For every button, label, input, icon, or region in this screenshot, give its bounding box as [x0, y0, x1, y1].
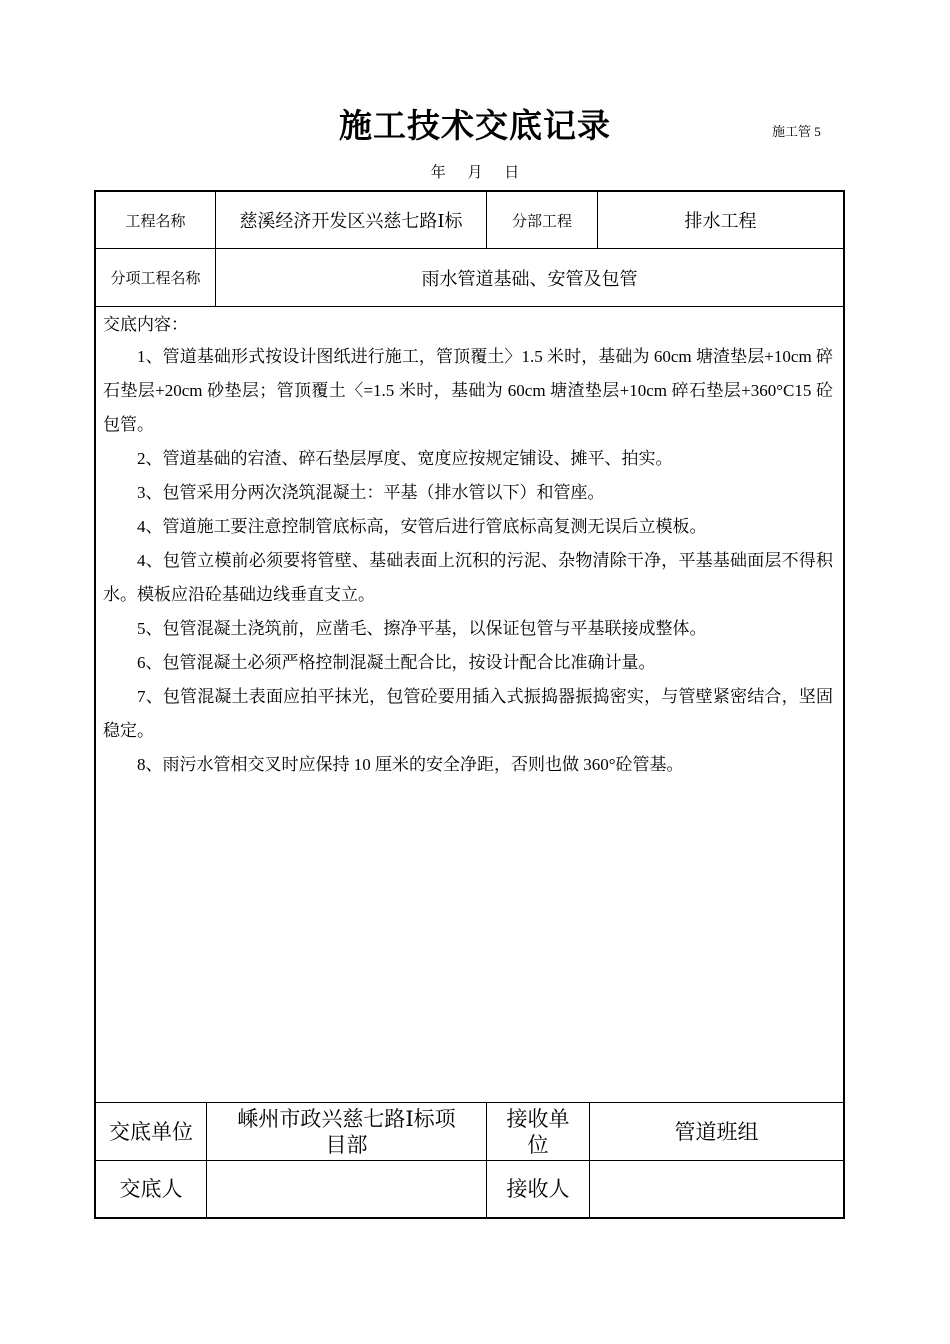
content-paragraph: 8、雨污水管相交叉时应保持 10 厘米的安全净距，否则也做 360°砼管基。: [137, 755, 684, 774]
content-heading: 交底内容：: [103, 315, 188, 334]
issuer-unit-label: 交底单位: [109, 1119, 193, 1144]
form-code: 施工管 5: [772, 124, 821, 139]
content-paragraph: 7、包管混凝土表面应拍平抹光，包管砼要用插入式振捣器振捣密实，与管壁紧密结合，坚固稳定。: [103, 687, 833, 740]
content-paragraph: 1、管道基础形式按设计图纸进行施工，管顶覆土〉1.5 米时，基础为 60cm 塘渣垫层+10cm 碎石垫层+20cm 砂垫层；管顶覆土〈=1.5 米时，基础为 60cm 塘渣垫层+10cm 碎石垫层+360°C15 砼包管。: [103, 347, 833, 434]
date-day: 日: [504, 165, 520, 181]
subitem-value: 雨水管道基础、安管及包管: [421, 268, 638, 289]
project-name-value: 慈溪经济开发区兴慈七路Ⅰ标: [239, 211, 463, 231]
receiver-label: 接收人: [506, 1177, 570, 1201]
date-year: 年: [430, 165, 446, 181]
receiver-signature-field[interactable]: [590, 1161, 843, 1217]
issuer-signature-field[interactable]: [207, 1161, 486, 1217]
content-paragraph: 2、管道基础的宕渣、碎石垫层厚度、宽度应按规定铺设、摊平、拍实。: [137, 449, 673, 468]
receiver-unit-label: 接收单位: [506, 1106, 570, 1157]
subitem-label: 分项工程名称: [110, 271, 201, 287]
content-paragraph: 4、包管立模前必须要将管壁、基础表面上沉积的污泥、杂物清除干净，平基基础面层不得积水。模板应沿砼基础边线垂直支立。: [103, 551, 833, 604]
date-month: 月: [467, 165, 483, 181]
receiver-unit-value: 管道班组: [674, 1119, 759, 1144]
content-paragraph: 4、管道施工要注意控制管底标高，安管后进行管底标高复测无误后立模板。: [137, 517, 707, 536]
division-label: 分部工程: [511, 213, 572, 230]
page-title: 施工技术交底记录: [339, 109, 611, 145]
row-divider: [96, 306, 843, 307]
content-paragraph: 6、包管混凝土必须严格控制混凝土配合比，按设计配合比准确计量。: [137, 653, 656, 672]
project-name-label: 工程名称: [125, 213, 186, 230]
content-paragraph: 3、包管采用分两次浇筑混凝土：平基（排水管以下）和管座。: [137, 483, 605, 502]
content-paragraph: 5、包管混凝土浇筑前，应凿毛、擦净平基，以保证包管与平基联接成整体。: [137, 619, 707, 638]
date-line: [0, 161, 950, 182]
division-value: 排水工程: [684, 211, 757, 231]
issuer-unit-value: 嵊州市政兴慈七路Ⅰ标项目部: [237, 1106, 456, 1157]
disclosure-content: [103, 312, 833, 782]
issuer-label: 交底人: [119, 1177, 183, 1201]
